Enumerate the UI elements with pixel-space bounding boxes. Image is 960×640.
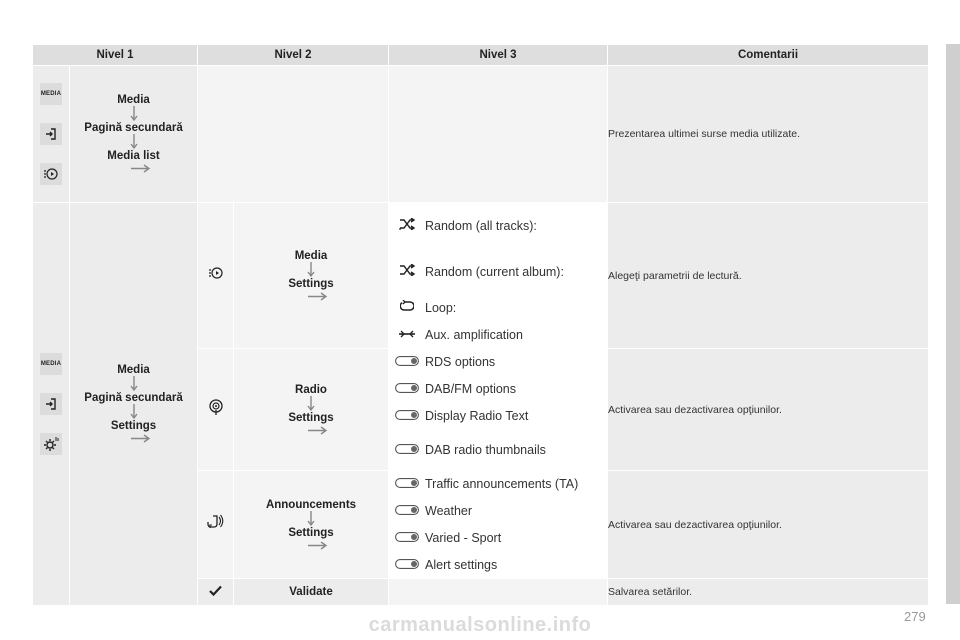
step-media-list: Media list <box>107 150 160 162</box>
option-icon-cell <box>389 203 425 249</box>
nivel3-empty-cell <box>389 579 608 606</box>
settings-icon <box>40 433 62 455</box>
step-media: Media <box>294 249 328 262</box>
header-comentarii: Comentarii <box>608 45 929 66</box>
option-loop[interactable]: Loop: <box>425 295 608 322</box>
toggle-switch-icon[interactable] <box>395 478 419 488</box>
arrow-down-icon <box>306 262 316 278</box>
nivel1-path-cell <box>70 203 198 606</box>
nivel1-icons-cell <box>33 203 70 606</box>
check-icon[interactable] <box>209 585 222 596</box>
watermark: carmanualsonline.info <box>368 614 592 636</box>
option-alert-settings[interactable]: Alert settings <box>425 552 608 579</box>
option-icon-cell <box>389 322 425 349</box>
arrow-right-icon <box>131 163 151 174</box>
toggle-switch-icon[interactable] <box>395 383 419 393</box>
table-row <box>33 203 929 249</box>
scrollbar-track[interactable] <box>946 44 960 604</box>
option-icon-cell <box>389 430 425 471</box>
media-list-icon <box>40 163 62 185</box>
option-icon-cell <box>389 249 425 295</box>
option-icon-cell <box>389 525 425 552</box>
option-display-radio-text[interactable]: Display Radio Text <box>425 403 608 430</box>
header-nivel-2: Nivel 2 <box>198 45 389 66</box>
comment-cell: Alegeţi parametrii de lectură. <box>608 203 929 349</box>
media-settings-path-cell <box>234 203 389 349</box>
comment-cell: Prezentarea ultimei surse media utilizate. <box>608 66 929 203</box>
option-varied-sport[interactable]: Varied - Sport <box>425 525 608 552</box>
table-row <box>33 66 929 203</box>
loop-icon <box>400 300 414 312</box>
header-nivel-3: Nivel 3 <box>389 45 608 66</box>
radio-icon-cell <box>198 349 234 471</box>
header-nivel-1: Nivel 1 <box>33 45 198 66</box>
toggle-switch-icon[interactable] <box>395 505 419 515</box>
option-icon-cell <box>389 295 425 322</box>
arrow-right-icon <box>308 425 328 436</box>
media-icon: MEDIA <box>40 83 62 105</box>
arrow-down-icon <box>306 396 316 412</box>
option-icon-cell <box>389 498 425 525</box>
arrow-right-icon <box>131 433 151 444</box>
option-icon-cell <box>389 349 425 376</box>
toggle-switch-icon[interactable] <box>395 559 419 569</box>
option-weather[interactable]: Weather <box>425 498 608 525</box>
login-icon <box>40 393 62 415</box>
arrow-right-icon <box>308 540 328 551</box>
toggle-switch-icon[interactable] <box>395 532 419 542</box>
validate-icon-cell <box>198 579 234 606</box>
option-icon-cell <box>389 471 425 498</box>
announcements-icon <box>207 514 225 530</box>
arrow-down-icon <box>129 404 139 420</box>
step-media: Media <box>117 94 150 106</box>
step-media: Media <box>117 364 150 376</box>
media-icon: MEDIA <box>40 353 62 375</box>
option-random-album[interactable]: Random (current album): <box>425 249 608 295</box>
step-settings: Settings <box>288 526 334 539</box>
nivel1-path-cell <box>70 66 198 203</box>
table-header-row <box>33 45 929 66</box>
option-traffic-announcements[interactable]: Traffic announcements (TA) <box>425 471 608 498</box>
shuffle-icon <box>398 264 416 276</box>
arrow-down-icon <box>129 376 139 392</box>
nivel2-empty-cell <box>198 66 389 203</box>
comment-cell: Salvarea setărilor. <box>608 579 929 606</box>
comment-cell: Activarea sau dezactivarea opţiunilor. <box>608 349 929 471</box>
step-pagina-secundara: Pagină secundară <box>84 122 183 134</box>
radio-icon <box>208 398 224 416</box>
option-random-all[interactable]: Random (all tracks): <box>425 203 608 249</box>
nivel3-empty-cell <box>389 66 608 203</box>
aux-amplification-icon <box>398 329 416 339</box>
validate-button[interactable]: Validate <box>234 579 389 606</box>
arrow-down-icon <box>306 511 316 527</box>
toggle-switch-icon[interactable] <box>395 444 419 454</box>
option-icon-cell <box>389 403 425 430</box>
media-list-icon <box>208 266 224 280</box>
announcements-settings-path-cell <box>234 471 389 579</box>
arrow-down-icon <box>129 106 139 122</box>
step-radio: Radio <box>295 383 327 396</box>
arrow-right-icon <box>308 291 328 302</box>
option-dab-fm[interactable]: DAB/FM options <box>425 376 608 403</box>
menu-table <box>32 44 929 606</box>
option-icon-cell <box>389 552 425 579</box>
toggle-switch-icon[interactable] <box>395 410 419 420</box>
page-number: 279 <box>904 609 926 624</box>
option-rds[interactable]: RDS options <box>425 349 608 376</box>
step-settings: Settings <box>288 411 334 424</box>
option-dab-thumbnails[interactable]: DAB radio thumbnails <box>425 430 608 471</box>
media-source-icon-cell <box>198 203 234 349</box>
step-pagina-secundara: Pagină secundară <box>84 392 183 404</box>
login-icon <box>40 123 62 145</box>
nivel1-icons-cell <box>33 66 70 203</box>
announcements-icon-cell <box>198 471 234 579</box>
option-icon-cell <box>389 376 425 403</box>
radio-settings-path-cell <box>234 349 389 471</box>
arrow-down-icon <box>129 134 139 150</box>
step-settings: Settings <box>288 277 334 290</box>
comment-cell: Activarea sau dezactivarea opţiunilor. <box>608 471 929 579</box>
option-aux-amplification[interactable]: Aux. amplification <box>425 322 608 349</box>
toggle-switch-icon[interactable] <box>395 356 419 366</box>
step-announcements: Announcements <box>265 498 357 511</box>
step-settings: Settings <box>110 420 157 432</box>
shuffle-all-icon <box>398 218 416 230</box>
